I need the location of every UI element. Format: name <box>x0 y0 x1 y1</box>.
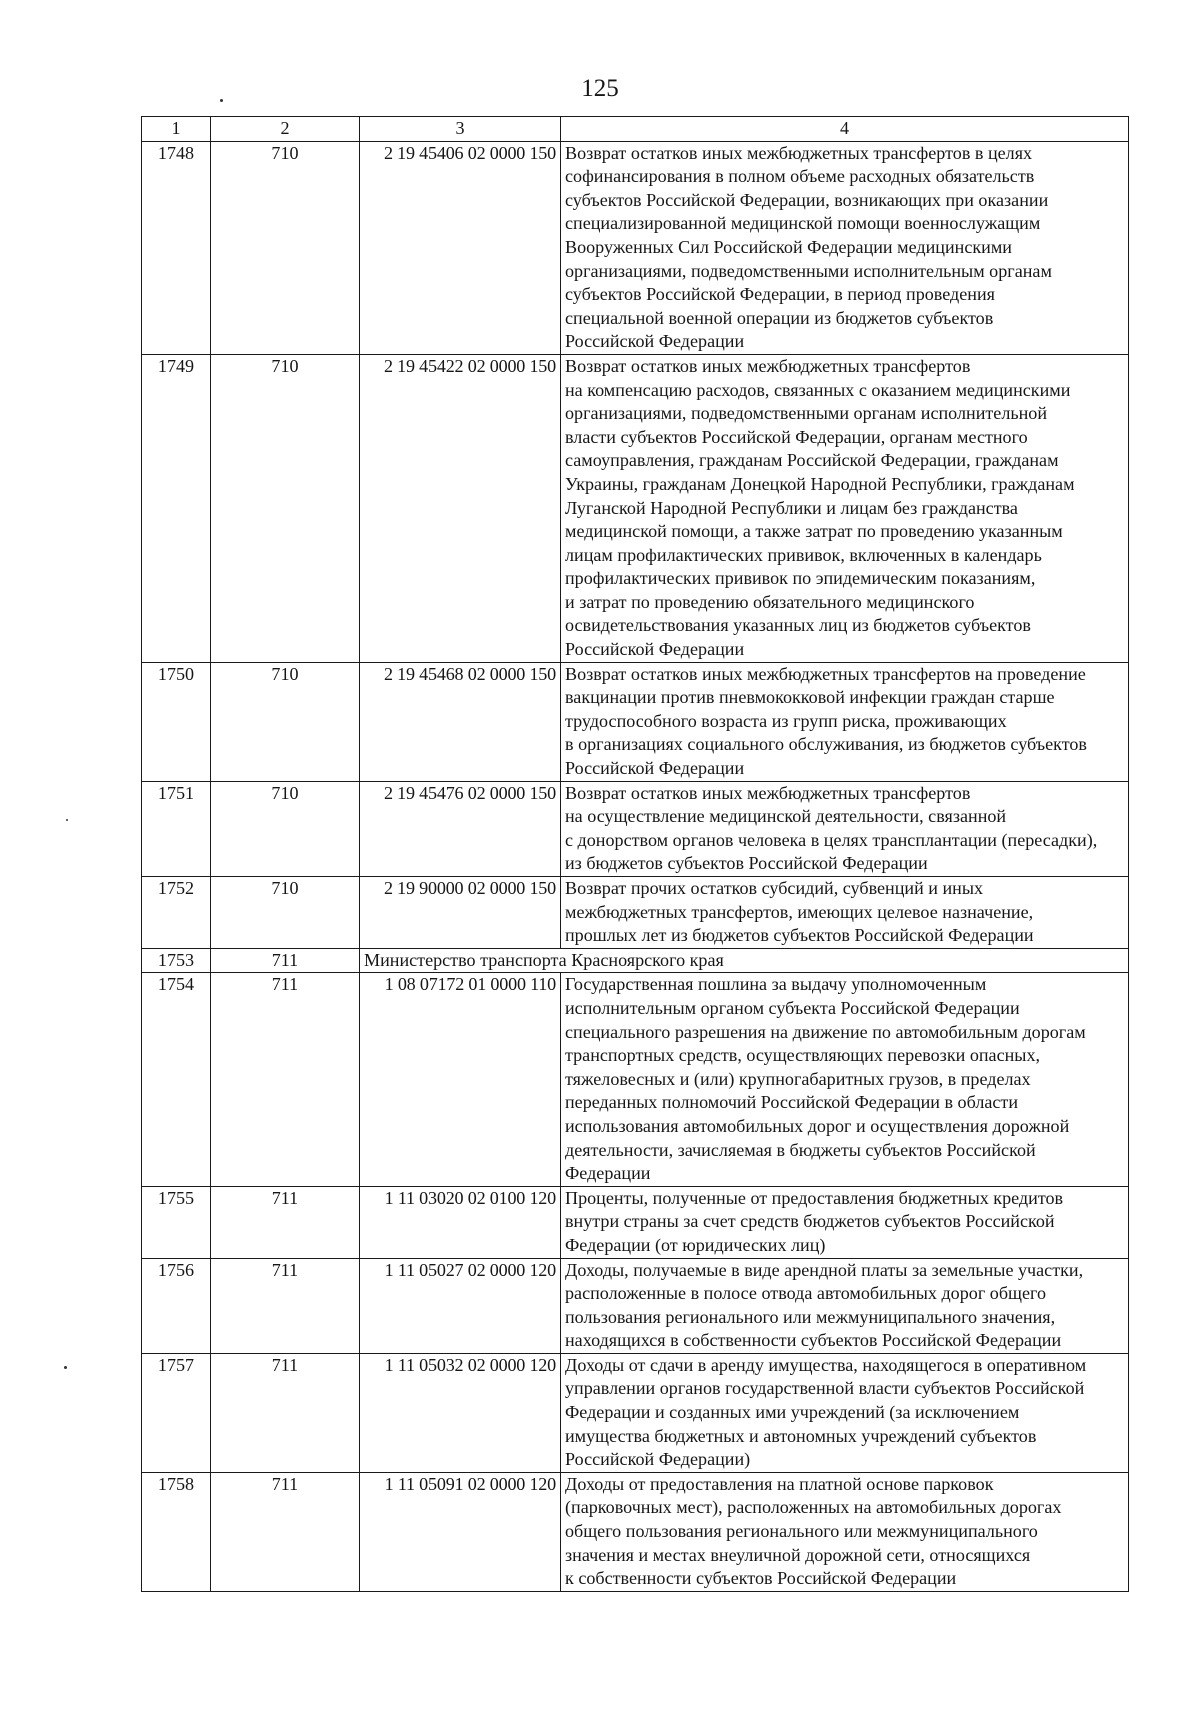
budget-code-cell: 1 08 07172 01 0000 110 <box>360 973 561 1186</box>
description-line: Федерации <box>565 1163 651 1184</box>
budget-code-cell: 1 11 05091 02 0000 120 <box>360 1472 561 1591</box>
row-number-cell: 1757 <box>142 1353 211 1472</box>
scan-speck <box>64 1366 67 1369</box>
revenue-description-cell <box>561 1186 1129 1258</box>
description-line: Федерации (от юридических лиц) <box>565 1234 826 1255</box>
revenue-description-cell <box>561 141 1129 354</box>
description-line: и затрат по проведению обязательного медицинского <box>565 591 975 612</box>
description-line: из бюджетов субъектов Российской Федерации <box>565 853 928 874</box>
description-line: находящихся в собственности субъектов Российской Федерации <box>565 1330 1062 1351</box>
admin-code-cell: 711 <box>211 1186 360 1258</box>
admin-code-cell: 711 <box>211 1353 360 1472</box>
description-line: Российской Федерации <box>565 639 745 660</box>
table-row <box>142 141 1129 354</box>
description-line: Луганской Народной Республики и лицам без гражданства <box>565 497 1018 518</box>
row-number-cell: 1751 <box>142 781 211 876</box>
revenue-description-cell <box>561 354 1129 662</box>
description-line: использования автомобильных дорог и осуществления дорожной <box>565 1115 1070 1136</box>
table-row <box>142 1186 1129 1258</box>
table-row <box>142 1353 1129 1472</box>
column-header: 4 <box>561 117 1129 142</box>
description-line: субъектов Российской Федерации, в период проведения <box>565 284 995 305</box>
description-line: Федерации и созданных ими учреждений (за исключением <box>565 1402 1020 1423</box>
description-line: межбюджетных трансфертов, имеющих целевое назначение, <box>565 901 1034 922</box>
description-line: власти субъектов Российской Федерации, органам местного <box>565 426 1028 447</box>
table-row <box>142 1472 1129 1591</box>
table-body <box>142 141 1129 1591</box>
description-line: Российской Федерации) <box>565 1449 751 1470</box>
description-line: деятельности, зачисляемая в бюджеты субъектов Российской <box>565 1139 1036 1160</box>
budget-code-cell: 1 11 05032 02 0000 120 <box>360 1353 561 1472</box>
description-line: Возврат остатков иных межбюджетных трансфертов на проведение <box>565 663 1086 684</box>
description-line: субъектов Российской Федерации, возникающих при оказании <box>565 189 1049 210</box>
description-line: внутри страны за счет средств бюджетов субъектов Российской <box>565 1211 1055 1232</box>
budget-code-cell: 1 11 05027 02 0000 120 <box>360 1258 561 1353</box>
description-line: освидетельствования указанных лиц из бюджетов субъектов <box>565 615 1031 636</box>
description-line: Возврат остатков иных межбюджетных трансфертов <box>565 782 971 803</box>
description-line: Доходы, получаемые в виде арендной платы за земельные участки, <box>565 1259 1084 1280</box>
description-line: Украины, гражданам Донецкой Народной Республики, гражданам <box>565 473 1075 494</box>
description-line: пользования регионального или межмуниципального значения, <box>565 1306 1056 1327</box>
revenue-description-cell <box>561 973 1129 1186</box>
budget-code-cell: 2 19 45406 02 0000 150 <box>360 141 561 354</box>
description-line: медицинской помощи, а также затрат по проведению указанным <box>565 521 1063 542</box>
budget-code-cell: 2 19 90000 02 0000 150 <box>360 877 561 949</box>
admin-code-cell: 710 <box>211 877 360 949</box>
description-line: самоуправления, гражданам Российской Федерации, гражданам <box>565 450 1059 471</box>
description-line: софинансирования в полном объеме расходных обязательств <box>565 166 1035 187</box>
description-line: Проценты, полученные от предоставления бюджетных кредитов <box>565 1187 1064 1208</box>
row-number-cell: 1758 <box>142 1472 211 1591</box>
admin-code-cell: 711 <box>211 1472 360 1591</box>
table-header-row <box>142 117 1129 142</box>
column-header: 3 <box>360 117 561 142</box>
row-number-cell: 1756 <box>142 1258 211 1353</box>
row-number-cell: 1752 <box>142 877 211 949</box>
table-row <box>142 973 1129 1186</box>
description-line: Возврат прочих остатков субсидий, субвенций и иных <box>565 878 984 898</box>
description-line: Возврат остатков иных межбюджетных трансфертов <box>565 355 971 376</box>
row-number-cell: 1754 <box>142 973 211 1186</box>
description-line: переданных полномочий Российской Федерации в области <box>565 1092 1019 1113</box>
administrator-name-cell: Министерство транспорта Красноярского края <box>360 948 1129 973</box>
description-line: тяжеловесных и (или) крупногабаритных грузов, в пределах <box>565 1068 1031 1089</box>
admin-code-cell: 710 <box>211 141 360 354</box>
description-line: специализированной медицинской помощи военнослужащим <box>565 213 1041 234</box>
row-number-cell: 1750 <box>142 662 211 781</box>
description-line: Государственная пошлина за выдачу уполномоченным <box>565 974 987 995</box>
description-line: Российской Федерации <box>565 758 745 779</box>
admin-code-cell: 711 <box>211 948 360 973</box>
row-number-cell: 1755 <box>142 1186 211 1258</box>
description-line: вакцинации против пневмококковой инфекции граждан старше <box>565 687 1055 708</box>
description-line: на компенсацию расходов, связанных с оказанием медицинскими <box>565 379 1071 400</box>
admin-code-cell: 711 <box>211 973 360 1186</box>
description-line: Вооруженных Сил Российской Федерации медицинскими <box>565 236 1012 257</box>
description-line: управлении органов государственной власти субъектов Российской <box>565 1378 1085 1399</box>
description-line: значения и местах внеуличной дорожной сети, относящихся <box>565 1544 1031 1565</box>
admin-code-cell: 710 <box>211 662 360 781</box>
table-row <box>142 1258 1129 1353</box>
description-line: Российской Федерации <box>565 331 745 352</box>
description-line: прошлых лет из бюджетов субъектов Российской Федерации <box>565 925 1034 946</box>
description-line: трудоспособного возраста из групп риска, проживающих <box>565 710 1007 731</box>
budget-code-cell: 1 11 03020 02 0100 120 <box>360 1186 561 1258</box>
revenue-description-cell <box>561 1258 1129 1353</box>
revenue-description-cell <box>561 1353 1129 1472</box>
column-header: 1 <box>142 117 211 142</box>
description-line: с донорством органов человека в целях трансплантации (пересадки), <box>565 829 1098 850</box>
revenue-description-cell <box>561 1472 1129 1591</box>
description-line: специальной военной операции из бюджетов субъектов <box>565 307 994 328</box>
row-number-cell: 1749 <box>142 354 211 662</box>
revenue-description-cell <box>561 781 1129 876</box>
description-line: организациями, подведомственными органам исполнительной <box>565 403 1048 424</box>
admin-code-cell: 711 <box>211 1258 360 1353</box>
budget-code-cell: 2 19 45422 02 0000 150 <box>360 354 561 662</box>
table-row <box>142 781 1129 876</box>
description-line: Доходы от предоставления на платной основе парковок <box>565 1473 994 1494</box>
table-row <box>142 877 1129 949</box>
scan-speck <box>220 99 223 102</box>
description-line: Доходы от сдачи в аренду имущества, находящегося в оперативном <box>565 1354 1087 1375</box>
row-number-cell: 1753 <box>142 948 211 973</box>
admin-code-cell: 710 <box>211 781 360 876</box>
scan-speck <box>66 819 68 821</box>
revenue-description-cell <box>561 877 1129 949</box>
description-line: организациями, подведомственными исполнительным органам <box>565 260 1052 281</box>
table-row <box>142 948 1129 973</box>
description-line: транспортных средств, осуществляющих перевозки опасных, <box>565 1045 1041 1066</box>
budget-code-cell: 2 19 45476 02 0000 150 <box>360 781 561 876</box>
description-line: расположенные в полосе отвода автомобильных дорог общего <box>565 1283 1047 1304</box>
row-number-cell: 1748 <box>142 141 211 354</box>
description-line: к собственности субъектов Российской Федерации <box>565 1568 957 1589</box>
description-line: специального разрешения на движение по автомобильным дорогам <box>565 1021 1086 1042</box>
column-header: 2 <box>211 117 360 142</box>
revenue-description-cell <box>561 662 1129 781</box>
revenue-codes-table <box>141 116 1129 1592</box>
description-line: (парковочных мест), расположенных на автомобильных дорогах <box>565 1497 1062 1518</box>
description-line: имущества бюджетных и автономных учреждений субъектов <box>565 1425 1037 1446</box>
description-line: в организациях социального обслуживания, из бюджетов субъектов <box>565 734 1087 755</box>
description-line: лицам профилактических прививок, включенных в календарь <box>565 544 1042 565</box>
description-line: на осуществление медицинской деятельности, связанной <box>565 806 1007 827</box>
budget-code-cell: 2 19 45468 02 0000 150 <box>360 662 561 781</box>
description-line: профилактических прививок по эпидемическим показаниям, <box>565 568 1036 589</box>
admin-code-cell: 710 <box>211 354 360 662</box>
description-line: исполнительным органом субъекта Российской Федерации <box>565 997 1020 1018</box>
description-line: общего пользования регионального или межмуниципального <box>565 1521 1038 1542</box>
table-row <box>142 354 1129 662</box>
table-row <box>142 662 1129 781</box>
description-line: Возврат остатков иных межбюджетных трансфертов в целях <box>565 142 1033 163</box>
page-number: 125 <box>581 75 619 102</box>
